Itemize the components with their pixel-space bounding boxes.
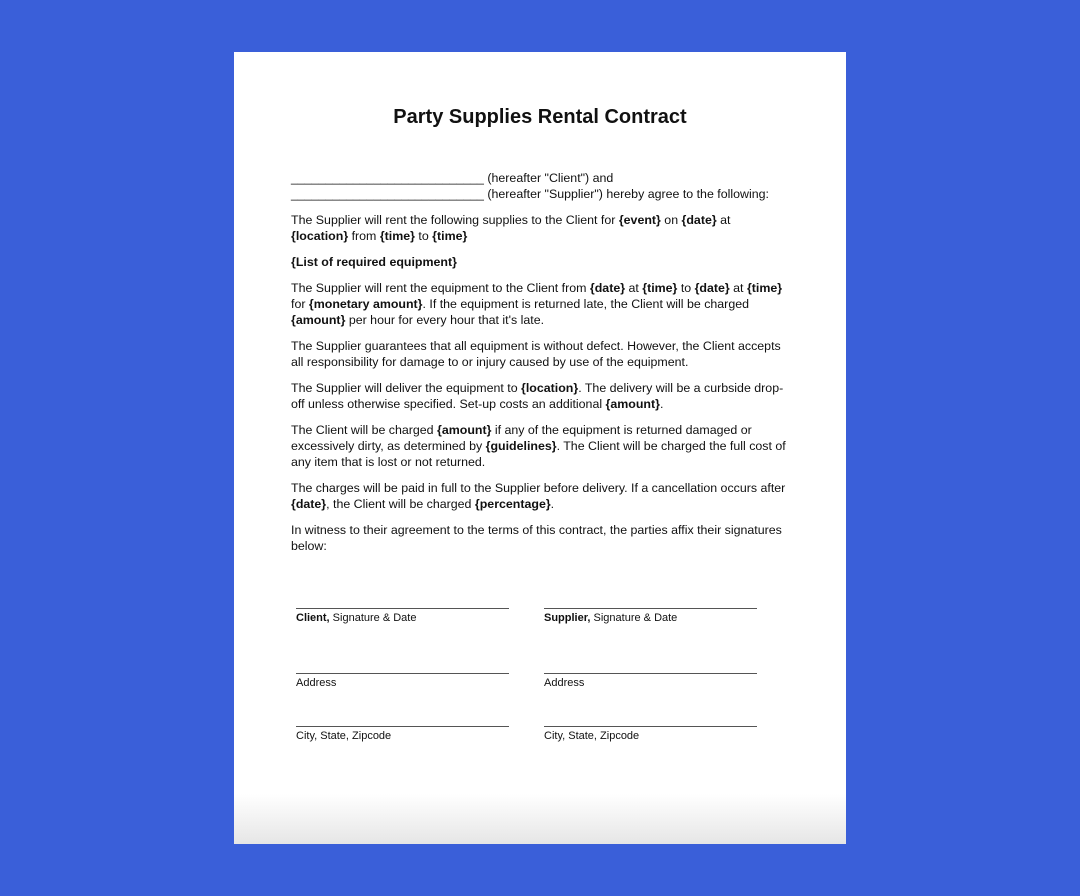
- placeholder-field: {time}: [379, 229, 415, 243]
- supplier-city-block: [544, 726, 757, 742]
- placeholder-field: {date}: [589, 281, 626, 295]
- contract-paragraph: [291, 254, 786, 270]
- placeholder-field: {amount}: [291, 313, 346, 327]
- paragraph-text: per hour for every hour that it's late.: [345, 313, 545, 327]
- city-line: [296, 726, 509, 727]
- placeholder-field: {time}: [432, 229, 468, 243]
- contract-paragraph: [291, 280, 786, 328]
- paragraph-text: The Supplier guarantees that all equipment is without defect. However, the Client accepts all responsibility for damage to or injury caused by use of the equipment.: [291, 339, 781, 369]
- paragraph-text: .: [550, 497, 555, 511]
- paragraph-text: , the Client will be charged: [326, 497, 475, 511]
- placeholder-field: {amount}: [605, 397, 660, 411]
- paragraph-text: .: [659, 397, 664, 411]
- paragraph-text: . If the equipment is returned late, the Client will be charged: [422, 297, 749, 311]
- placeholder-field: {time}: [746, 281, 783, 295]
- signature-line: [296, 608, 509, 609]
- contract-paragraph: [291, 422, 786, 470]
- paragraph-text: The charges will be paid in full to the Supplier before delivery. If a cancellation occurs after: [291, 481, 786, 495]
- paragraph-text: The Supplier will deliver the equipment to: [291, 381, 522, 395]
- client-party-label: Client,: [296, 612, 330, 624]
- contract-paragraph: [291, 338, 786, 370]
- paragraph-text: if any of the equipment is returned damaged or excessively dirty, as determined by: [291, 423, 752, 453]
- paragraph-text: to: [414, 229, 433, 243]
- city-label: City, State, Zipcode: [296, 730, 392, 742]
- document-page: [234, 52, 846, 844]
- address-line: [544, 673, 757, 674]
- supplier-address-block: [544, 673, 757, 689]
- paragraph-text: In witness to their agreement to the terms of this contract, the parties affix their signatures below:: [291, 523, 782, 553]
- client-address-block: [296, 673, 509, 689]
- supplier-signature-block: [544, 608, 757, 624]
- placeholder-field: {location}: [291, 229, 349, 243]
- paragraph-text: at: [625, 281, 643, 295]
- contract-paragraph: [291, 212, 786, 244]
- paragraph-text: ____________________________ (hereafter "Client") and ____________________________ (hereafter "Supplier") hereby agree to the following:: [291, 171, 769, 201]
- placeholder-field: {date}: [291, 497, 327, 511]
- address-line: [296, 673, 509, 674]
- city-label: City, State, Zipcode: [544, 730, 640, 742]
- placeholder-field: {event}: [618, 213, 661, 227]
- document-body: [291, 170, 786, 564]
- placeholder-field: {location}: [521, 381, 579, 395]
- client-city-block: [296, 726, 509, 742]
- placeholder-field: {percentage}: [474, 497, 551, 511]
- supplier-party-label: Supplier,: [544, 612, 591, 624]
- client-signature-block: [296, 608, 509, 624]
- paragraph-text: at: [729, 281, 747, 295]
- placeholder-field: {amount}: [437, 423, 492, 437]
- placeholder-field: {List of required equipment}: [291, 255, 457, 269]
- paragraph-text: The Client will be charged: [291, 423, 438, 437]
- signature-date-label: Signature & Date: [329, 612, 417, 624]
- contract-paragraph: [291, 380, 786, 412]
- contract-paragraph: [291, 480, 786, 512]
- paragraph-text: . The delivery will be a curbside drop-off unless otherwise specified. Set-up costs an additional: [291, 381, 784, 411]
- document-title: Party Supplies Rental Contract: [393, 106, 687, 128]
- placeholder-field: {monetary amount}: [308, 297, 423, 311]
- placeholder-field: {date}: [681, 213, 717, 227]
- paragraph-text: The Supplier will rent the following supplies to the Client for: [291, 213, 619, 227]
- paragraph-text: The Supplier will rent the equipment to the Client from: [291, 281, 590, 295]
- page-bottom-shadow: [234, 794, 846, 844]
- signature-date-label: Signature & Date: [590, 612, 678, 624]
- address-label: Address: [544, 677, 585, 689]
- paragraph-text: for: [291, 297, 309, 311]
- address-label: Address: [296, 677, 337, 689]
- placeholder-field: {time}: [642, 281, 678, 295]
- paragraph-text: at: [716, 213, 731, 227]
- paragraph-text: on: [660, 213, 682, 227]
- paragraph-text: . The Client will be charged the full cost of any item that is lost or not returned.: [291, 439, 786, 469]
- city-line: [544, 726, 757, 727]
- placeholder-field: {date}: [694, 281, 730, 295]
- paragraph-text: to: [677, 281, 695, 295]
- signature-line: [544, 608, 757, 609]
- contract-paragraph: [291, 170, 786, 202]
- placeholder-field: {guidelines}: [485, 439, 557, 453]
- paragraph-text: from: [348, 229, 380, 243]
- contract-paragraph: [291, 522, 786, 554]
